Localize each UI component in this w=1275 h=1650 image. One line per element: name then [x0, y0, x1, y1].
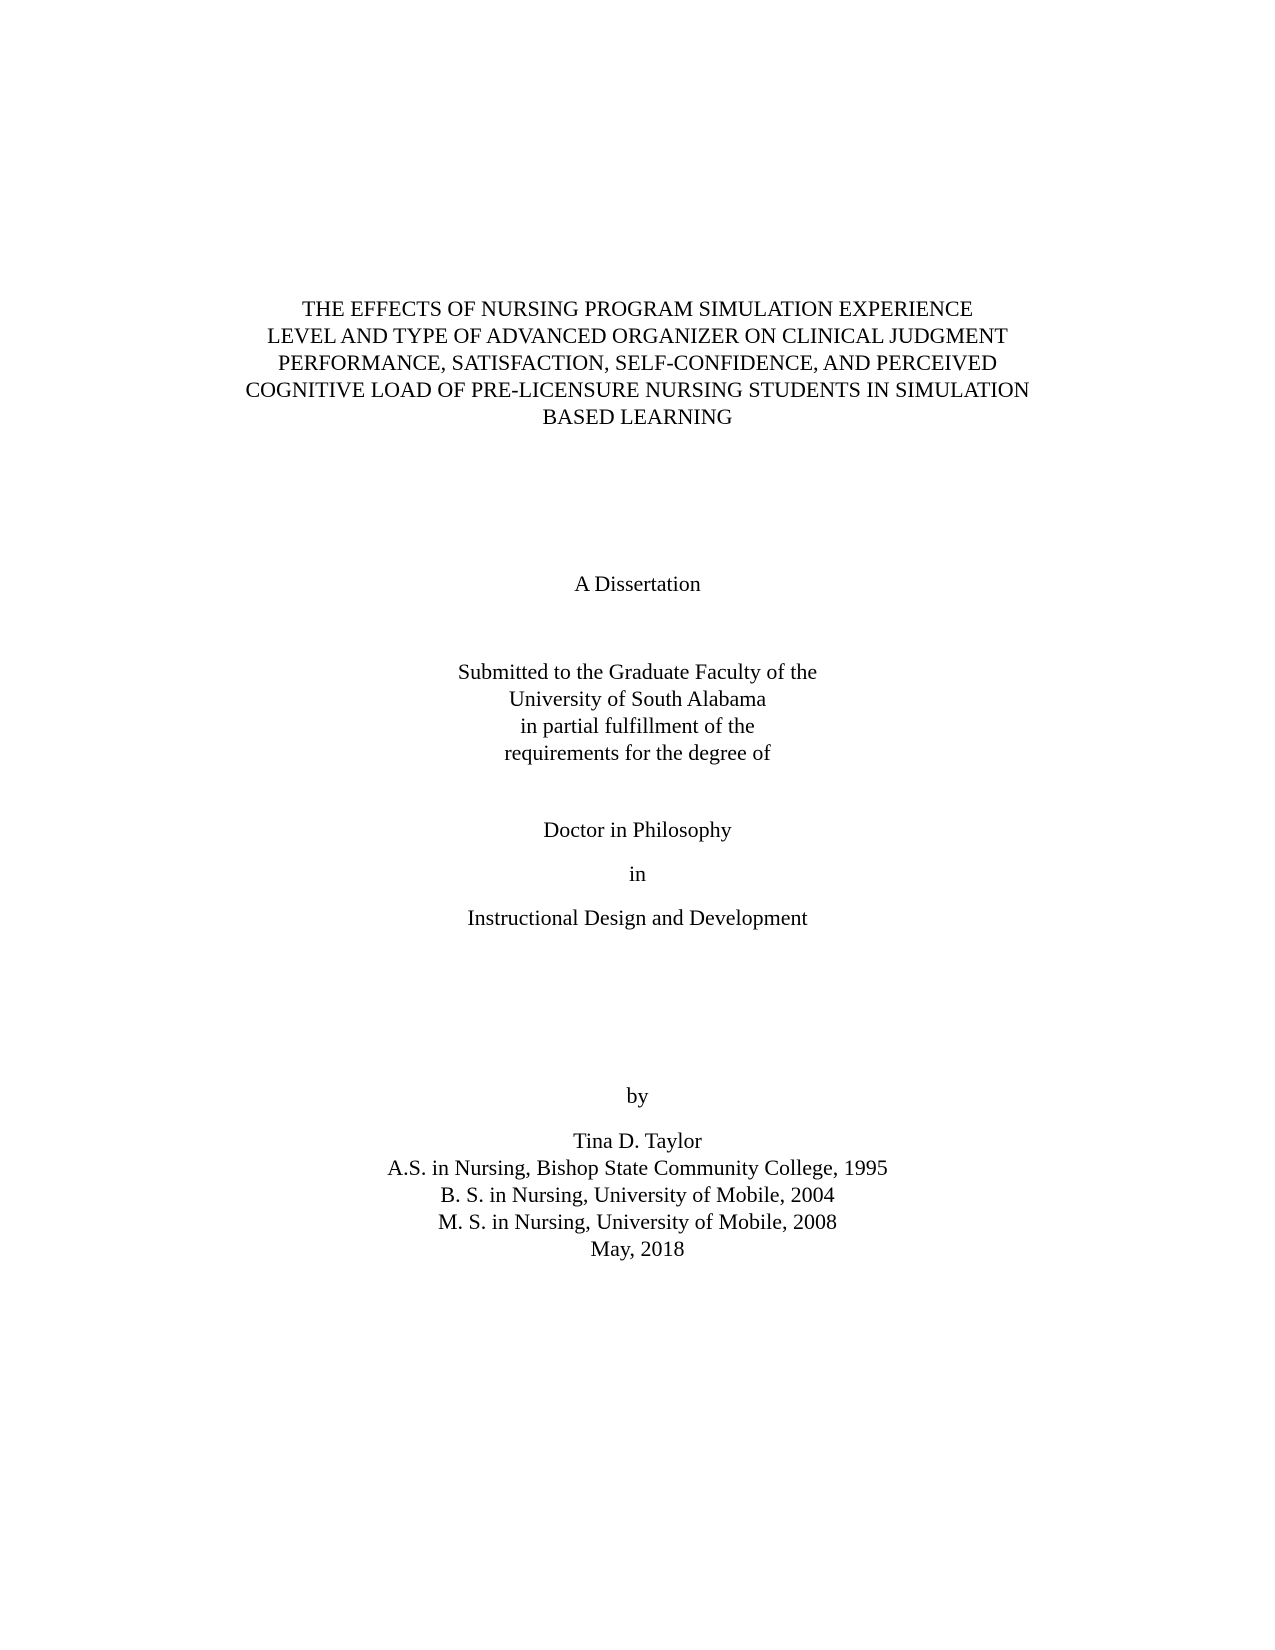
submission-line: University of South Alabama: [508, 686, 767, 711]
dissertation-title: [0, 295, 1275, 430]
author-credential: B. S. in Nursing, University of Mobile, 2004: [440, 1182, 835, 1207]
author-info: [0, 1127, 1275, 1262]
author-credential: A.S. in Nursing, Bishop State Community College, 1995: [387, 1155, 888, 1180]
author-name: Tina D. Taylor: [573, 1128, 702, 1153]
document-type: A Dissertation: [574, 571, 701, 596]
submission-statement: [0, 658, 1275, 766]
title-line: PERFORMANCE, SATISFACTION, SELF-CONFIDENCE, AND PERCEIVED: [278, 350, 997, 375]
author-credential: M. S. in Nursing, University of Mobile, 2008: [437, 1209, 838, 1234]
submission-date: May, 2018: [590, 1236, 685, 1261]
submission-line: requirements for the degree of: [504, 740, 771, 765]
title-line: COGNITIVE LOAD OF PRE-LICENSURE NURSING STUDENTS IN SIMULATION: [245, 377, 1030, 402]
title-line: THE EFFECTS OF NURSING PROGRAM SIMULATION EXPERIENCE: [301, 296, 974, 321]
degree-field: Instructional Design and Development: [467, 905, 808, 930]
title-line: LEVEL AND TYPE OF ADVANCED ORGANIZER ON CLINICAL JUDGMENT: [267, 323, 1008, 348]
submission-line: Submitted to the Graduate Faculty of the: [457, 659, 818, 684]
degree-connector: in: [628, 861, 647, 886]
degree-name: Doctor in Philosophy: [543, 817, 732, 842]
title-line: BASED LEARNING: [542, 404, 733, 429]
submission-line: in partial fulfillment of the: [520, 713, 755, 738]
by-label: by: [626, 1083, 649, 1108]
